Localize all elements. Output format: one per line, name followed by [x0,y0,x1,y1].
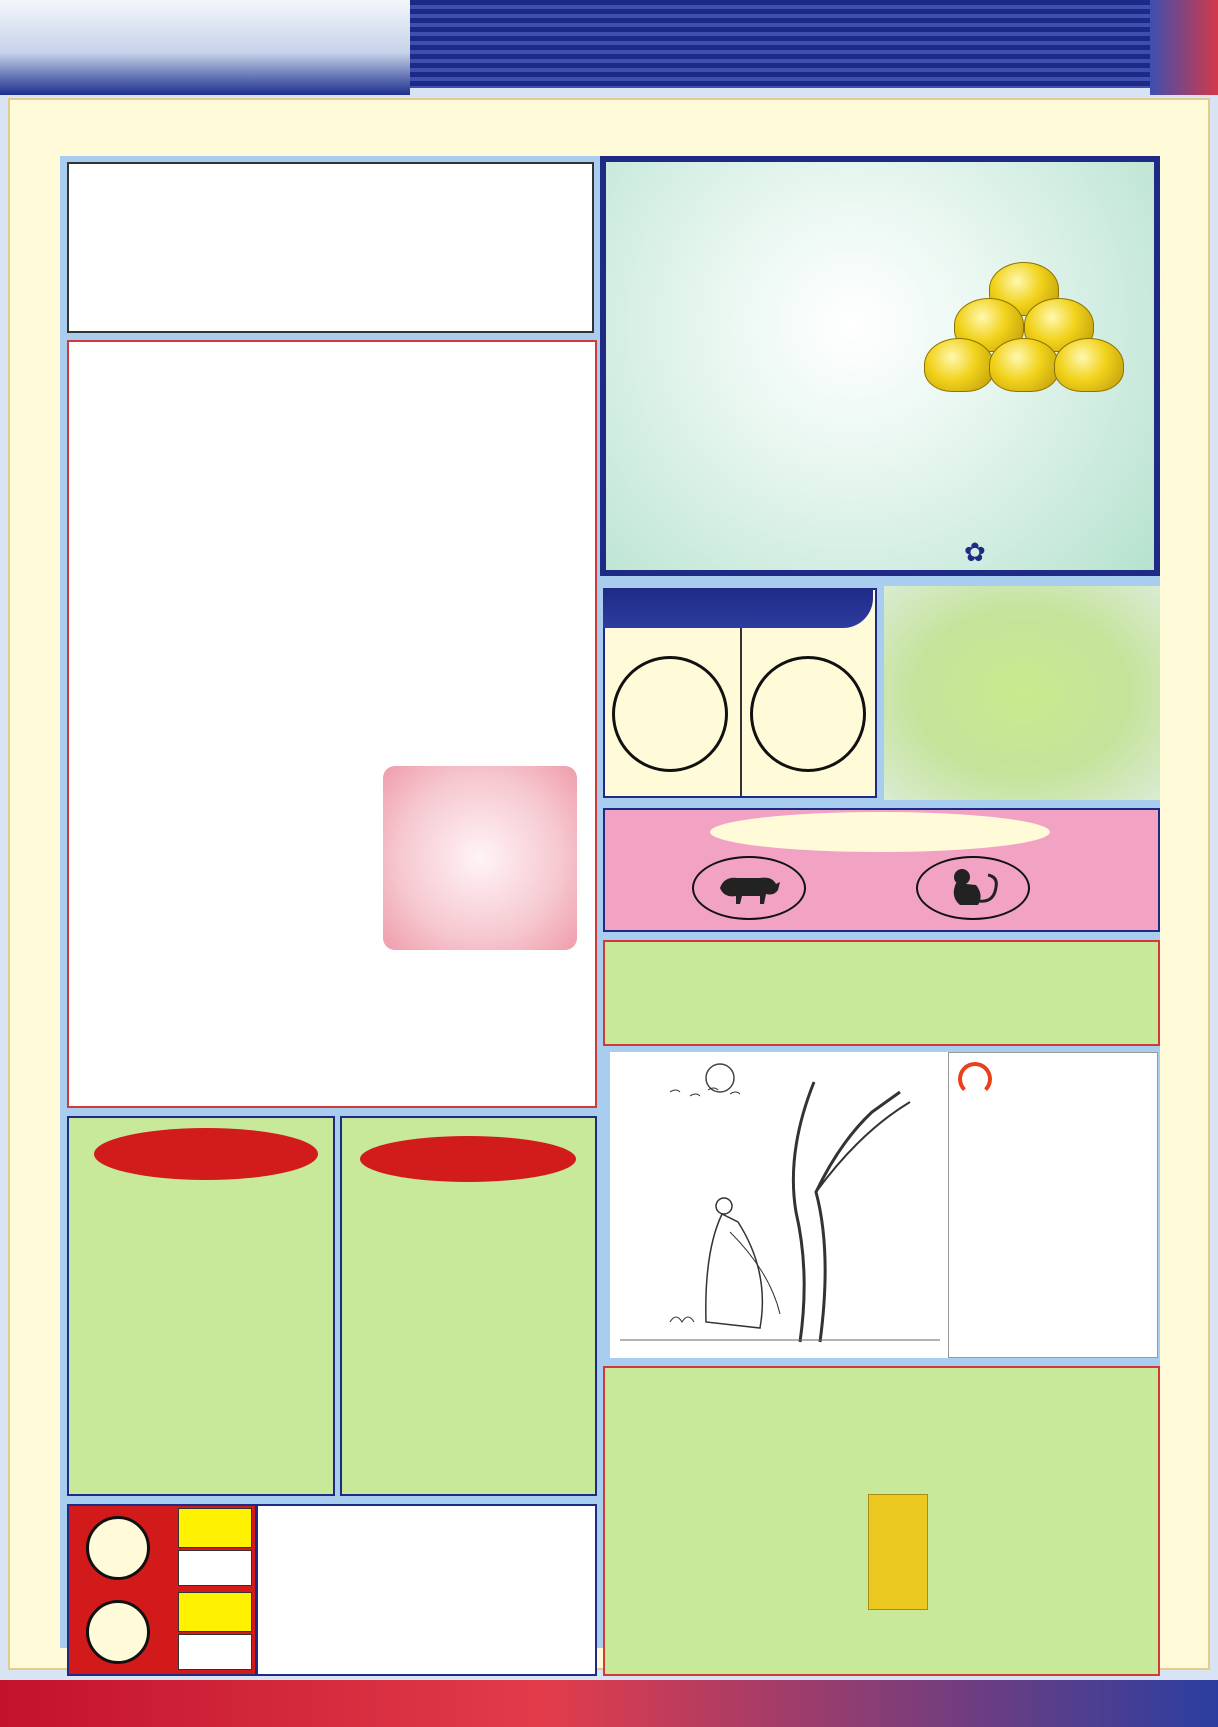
ox-icon [692,856,806,920]
big-pick [612,656,728,772]
border-right [1168,150,1208,1650]
count-number [86,1516,150,1580]
border-left [12,150,52,1650]
lucky-zodiac-title [710,812,1050,852]
header-right-panel [1150,0,1218,95]
count-value [178,1550,252,1586]
lottery-balls [620,408,820,578]
green-glow-panel [884,586,1160,800]
footer-bar [0,1680,1218,1727]
memo-box [948,1052,1158,1358]
header-stripes [410,0,1218,88]
special-code-prediction-title [94,1128,318,1180]
hot-cold-table-box [67,162,594,333]
poster-mark [964,540,1002,566]
monkey-icon [916,856,1030,920]
count-tag [178,1592,252,1632]
header-left-panel [0,0,410,95]
zodiac-poem-title [360,1136,576,1182]
flower-icon: ✿ [964,538,986,568]
numbers-box [603,940,1160,1046]
meeting-box [67,340,597,1108]
rainbow-logo-icon [958,1062,992,1096]
special-code-title [603,588,873,628]
gold-rhyme-box [256,1504,597,1676]
special-divider [740,628,742,796]
gold-ingots-icon [924,262,1124,412]
count-tag [178,1508,252,1548]
border-top [10,110,1208,150]
almanac-stamp [868,1494,928,1610]
even-pick [750,656,866,772]
handwritten-card [383,766,577,950]
count-value [178,1634,252,1670]
sketch-illustration [610,1052,948,1358]
count-number [86,1600,150,1664]
